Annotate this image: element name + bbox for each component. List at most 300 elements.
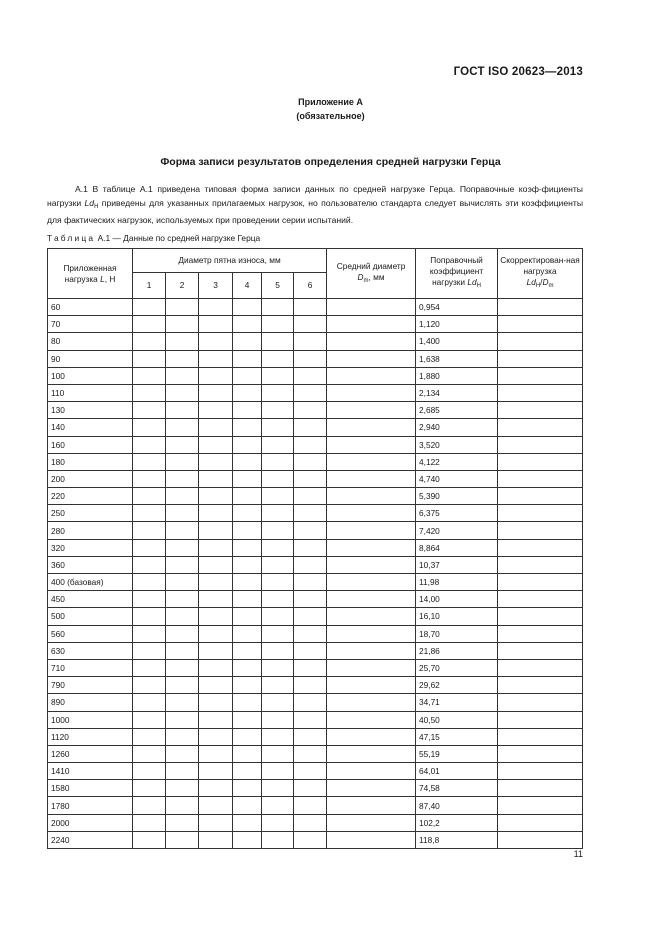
- header-applied-load: Приложенная нагрузка L, Н: [48, 249, 133, 299]
- cell-load: 500: [48, 608, 133, 625]
- cell-empty: [199, 453, 233, 470]
- cell-empty: [199, 728, 233, 745]
- cell-empty: [133, 625, 166, 642]
- cell-empty: [262, 556, 294, 573]
- cell-load: 90: [48, 350, 133, 367]
- cell-empty: [498, 522, 583, 539]
- cell-empty: [327, 625, 416, 642]
- cell-empty: [294, 694, 327, 711]
- cell-empty: [133, 608, 166, 625]
- cell-empty: [327, 539, 416, 556]
- cell-empty: [233, 711, 262, 728]
- cell-empty: [233, 419, 262, 436]
- cell-empty: [327, 814, 416, 831]
- cell-empty: [498, 367, 583, 384]
- cell-empty: [199, 780, 233, 797]
- cell-empty: [166, 384, 199, 401]
- cell-empty: [199, 574, 233, 591]
- cell-load: 710: [48, 659, 133, 676]
- cell-empty: [327, 316, 416, 333]
- table-row: [48, 436, 583, 453]
- appendix-title: Приложение А: [298, 97, 363, 107]
- cell-empty: [262, 711, 294, 728]
- table-row: [48, 831, 583, 848]
- appendix-status: (обязательное): [296, 111, 365, 121]
- table-row: [48, 299, 583, 316]
- cell-empty: [262, 367, 294, 384]
- cell-load: 1120: [48, 728, 133, 745]
- cell-empty: [294, 659, 327, 676]
- cell-empty: [233, 591, 262, 608]
- cell-empty: [199, 316, 233, 333]
- cell-empty: [498, 470, 583, 487]
- cell-empty: [233, 299, 262, 316]
- cell-empty: [294, 728, 327, 745]
- cell-coefficient: 40,50: [416, 711, 498, 728]
- cell-empty: [294, 522, 327, 539]
- cell-empty: [233, 402, 262, 419]
- cell-empty: [294, 419, 327, 436]
- cell-empty: [498, 299, 583, 316]
- cell-empty: [327, 745, 416, 762]
- table-row: [48, 711, 583, 728]
- cell-coefficient: 1,880: [416, 367, 498, 384]
- cell-empty: [199, 694, 233, 711]
- cell-coefficient: 64,01: [416, 763, 498, 780]
- cell-empty: [199, 608, 233, 625]
- cell-empty: [199, 591, 233, 608]
- cell-empty: [166, 711, 199, 728]
- cell-empty: [166, 556, 199, 573]
- table-row: [48, 402, 583, 419]
- appendix-block: [0, 95, 661, 123]
- cell-empty: [294, 797, 327, 814]
- cell-empty: [233, 831, 262, 848]
- cell-coefficient: 2,134: [416, 384, 498, 401]
- cell-empty: [262, 745, 294, 762]
- cell-empty: [199, 505, 233, 522]
- header-wear-col: 1: [133, 273, 166, 299]
- cell-coefficient: 55,19: [416, 745, 498, 762]
- cell-empty: [327, 333, 416, 350]
- cell-empty: [133, 694, 166, 711]
- cell-empty: [498, 556, 583, 573]
- table-row: [48, 522, 583, 539]
- cell-empty: [133, 574, 166, 591]
- hertz-load-table: [47, 248, 583, 849]
- cell-load: 790: [48, 677, 133, 694]
- cell-coefficient: 21,86: [416, 642, 498, 659]
- cell-empty: [199, 797, 233, 814]
- table-row: [48, 591, 583, 608]
- cell-empty: [166, 728, 199, 745]
- cell-empty: [199, 299, 233, 316]
- cell-empty: [133, 780, 166, 797]
- table-row: [48, 488, 583, 505]
- cell-empty: [327, 608, 416, 625]
- cell-empty: [327, 728, 416, 745]
- cell-empty: [199, 677, 233, 694]
- standard-number: ГОСТ ISO 20623—2013: [453, 66, 583, 78]
- cell-empty: [233, 763, 262, 780]
- cell-empty: [199, 625, 233, 642]
- cell-empty: [166, 642, 199, 659]
- cell-coefficient: 4,122: [416, 453, 498, 470]
- cell-empty: [294, 436, 327, 453]
- table-row: [48, 694, 583, 711]
- header-wear-col: 5: [262, 273, 294, 299]
- cell-empty: [294, 711, 327, 728]
- cell-empty: [166, 505, 199, 522]
- cell-coefficient: 6,375: [416, 505, 498, 522]
- cell-empty: [498, 402, 583, 419]
- cell-empty: [262, 402, 294, 419]
- cell-empty: [133, 556, 166, 573]
- table-row: [48, 574, 583, 591]
- cell-empty: [133, 419, 166, 436]
- cell-empty: [294, 642, 327, 659]
- cell-coefficient: 14,00: [416, 591, 498, 608]
- cell-empty: [133, 436, 166, 453]
- header-wear-col: 2: [166, 273, 199, 299]
- cell-empty: [233, 384, 262, 401]
- cell-load: 630: [48, 642, 133, 659]
- cell-empty: [133, 711, 166, 728]
- cell-empty: [133, 384, 166, 401]
- cell-coefficient: 18,70: [416, 625, 498, 642]
- cell-empty: [262, 831, 294, 848]
- header-correction-coef: Поправочный коэффициент нагрузки $Ld_H$: [416, 249, 498, 299]
- cell-empty: [498, 505, 583, 522]
- cell-empty: [199, 814, 233, 831]
- cell-empty: [262, 659, 294, 676]
- cell-empty: [233, 556, 262, 573]
- cell-coefficient: 10,37: [416, 556, 498, 573]
- cell-empty: [262, 591, 294, 608]
- cell-empty: [133, 402, 166, 419]
- table-row: [48, 728, 583, 745]
- cell-load: 1780: [48, 797, 133, 814]
- cell-empty: [294, 677, 327, 694]
- cell-load: 560: [48, 625, 133, 642]
- cell-empty: [199, 539, 233, 556]
- table-row: [48, 539, 583, 556]
- cell-empty: [166, 453, 199, 470]
- cell-empty: [233, 505, 262, 522]
- cell-empty: [133, 488, 166, 505]
- header-mean-diameter: Средний диаметр $D_m$, мм: [327, 249, 416, 299]
- cell-empty: [133, 814, 166, 831]
- header-wear-col: 4: [233, 273, 262, 299]
- cell-empty: [166, 797, 199, 814]
- cell-empty: [233, 659, 262, 676]
- cell-load: 220: [48, 488, 133, 505]
- cell-empty: [294, 745, 327, 762]
- table-row: [48, 333, 583, 350]
- cell-empty: [233, 470, 262, 487]
- cell-empty: [498, 831, 583, 848]
- cell-empty: [166, 659, 199, 676]
- cell-empty: [133, 470, 166, 487]
- table-row: [48, 659, 583, 676]
- cell-empty: [327, 488, 416, 505]
- cell-coefficient: 7,420: [416, 522, 498, 539]
- cell-empty: [133, 677, 166, 694]
- cell-empty: [294, 470, 327, 487]
- cell-empty: [133, 522, 166, 539]
- cell-empty: [262, 642, 294, 659]
- cell-coefficient: 87,40: [416, 797, 498, 814]
- cell-empty: [294, 556, 327, 573]
- cell-empty: [294, 350, 327, 367]
- cell-load: 110: [48, 384, 133, 401]
- cell-empty: [327, 780, 416, 797]
- cell-load: 1000: [48, 711, 133, 728]
- table-row: [48, 453, 583, 470]
- cell-empty: [166, 574, 199, 591]
- cell-empty: [262, 350, 294, 367]
- cell-empty: [294, 299, 327, 316]
- cell-empty: [327, 694, 416, 711]
- cell-empty: [166, 694, 199, 711]
- cell-empty: [327, 384, 416, 401]
- cell-empty: [233, 608, 262, 625]
- cell-empty: [199, 470, 233, 487]
- cell-empty: [133, 367, 166, 384]
- table-row: [48, 814, 583, 831]
- cell-coefficient: 34,71: [416, 694, 498, 711]
- cell-empty: [166, 539, 199, 556]
- cell-empty: [166, 316, 199, 333]
- cell-empty: [233, 745, 262, 762]
- cell-empty: [262, 574, 294, 591]
- cell-empty: [327, 419, 416, 436]
- header-wear-diameter: Диаметр пятна износа, мм: [133, 249, 327, 273]
- cell-empty: [133, 797, 166, 814]
- cell-empty: [498, 591, 583, 608]
- cell-empty: [199, 711, 233, 728]
- cell-empty: [262, 436, 294, 453]
- cell-empty: [166, 488, 199, 505]
- cell-empty: [327, 711, 416, 728]
- cell-empty: [498, 659, 583, 676]
- cell-empty: [233, 625, 262, 642]
- cell-coefficient: 5,390: [416, 488, 498, 505]
- cell-empty: [199, 763, 233, 780]
- cell-load: 200: [48, 470, 133, 487]
- cell-empty: [262, 333, 294, 350]
- cell-empty: [166, 299, 199, 316]
- cell-coefficient: 11,98: [416, 574, 498, 591]
- cell-empty: [199, 333, 233, 350]
- paragraph-ld-sub: H: [94, 203, 99, 210]
- cell-coefficient: 0,954: [416, 299, 498, 316]
- cell-empty: [498, 677, 583, 694]
- table-row: [48, 608, 583, 625]
- cell-empty: [166, 591, 199, 608]
- cell-empty: [166, 814, 199, 831]
- section-heading: Форма записи результатов определения средней нагрузки Герца: [160, 156, 501, 168]
- cell-empty: [233, 694, 262, 711]
- cell-empty: [233, 780, 262, 797]
- cell-empty: [262, 608, 294, 625]
- paragraph-tail: приведены для указанных прилагаемых нагрузок, но пользователю стандарта следует вычислять эти коэффициенты для фактических нагрузок, используемых при проведении серии испытаний.: [47, 197, 583, 226]
- cell-coefficient: 74,58: [416, 780, 498, 797]
- cell-empty: [294, 316, 327, 333]
- cell-coefficient: 47,15: [416, 728, 498, 745]
- table-row: [48, 625, 583, 642]
- cell-empty: [327, 642, 416, 659]
- cell-coefficient: 3,520: [416, 436, 498, 453]
- cell-empty: [498, 694, 583, 711]
- cell-empty: [498, 797, 583, 814]
- cell-empty: [294, 453, 327, 470]
- table-row: [48, 780, 583, 797]
- cell-empty: [133, 763, 166, 780]
- cell-empty: [133, 316, 166, 333]
- cell-empty: [233, 642, 262, 659]
- cell-empty: [262, 505, 294, 522]
- table-row: [48, 505, 583, 522]
- cell-empty: [166, 419, 199, 436]
- cell-empty: [199, 522, 233, 539]
- cell-empty: [262, 694, 294, 711]
- cell-empty: [262, 625, 294, 642]
- cell-empty: [133, 333, 166, 350]
- table-row: [48, 745, 583, 762]
- cell-empty: [233, 522, 262, 539]
- cell-coefficient: 1,120: [416, 316, 498, 333]
- cell-coefficient: 29,62: [416, 677, 498, 694]
- cell-empty: [327, 367, 416, 384]
- cell-coefficient: 118,8: [416, 831, 498, 848]
- table-row: [48, 316, 583, 333]
- cell-empty: [294, 831, 327, 848]
- cell-empty: [199, 488, 233, 505]
- cell-empty: [199, 831, 233, 848]
- cell-empty: [294, 505, 327, 522]
- cell-empty: [498, 453, 583, 470]
- cell-empty: [166, 625, 199, 642]
- cell-coefficient: 2,685: [416, 402, 498, 419]
- cell-load: 180: [48, 453, 133, 470]
- cell-empty: [199, 556, 233, 573]
- cell-empty: [327, 591, 416, 608]
- cell-empty: [166, 677, 199, 694]
- caption-rest: А.1 — Данные по средней нагрузке Герца: [95, 233, 261, 243]
- cell-empty: [166, 763, 199, 780]
- cell-load: 2000: [48, 814, 133, 831]
- cell-empty: [498, 539, 583, 556]
- cell-empty: [199, 402, 233, 419]
- cell-empty: [327, 831, 416, 848]
- cell-empty: [262, 488, 294, 505]
- cell-empty: [498, 333, 583, 350]
- cell-empty: [233, 539, 262, 556]
- cell-empty: [199, 745, 233, 762]
- page-number: 11: [573, 849, 583, 859]
- cell-empty: [327, 574, 416, 591]
- cell-empty: [262, 814, 294, 831]
- cell-empty: [327, 350, 416, 367]
- cell-empty: [133, 659, 166, 676]
- table-row: [48, 367, 583, 384]
- header-wear-col: 3: [199, 273, 233, 299]
- cell-empty: [327, 436, 416, 453]
- cell-empty: [498, 488, 583, 505]
- cell-load: 400 (базовая): [48, 574, 133, 591]
- cell-empty: [498, 625, 583, 642]
- cell-load: 360: [48, 556, 133, 573]
- cell-empty: [327, 299, 416, 316]
- cell-coefficient: 16,10: [416, 608, 498, 625]
- cell-load: 140: [48, 419, 133, 436]
- cell-coefficient: 102,2: [416, 814, 498, 831]
- cell-empty: [133, 453, 166, 470]
- table-row: [48, 350, 583, 367]
- cell-load: 450: [48, 591, 133, 608]
- cell-load: 100: [48, 367, 133, 384]
- cell-load: 1580: [48, 780, 133, 797]
- cell-empty: [262, 539, 294, 556]
- cell-empty: [133, 299, 166, 316]
- caption-prefix: Таблица: [47, 233, 96, 243]
- cell-empty: [199, 659, 233, 676]
- cell-empty: [294, 367, 327, 384]
- cell-empty: [199, 384, 233, 401]
- cell-empty: [199, 367, 233, 384]
- cell-empty: [133, 728, 166, 745]
- cell-coefficient: 1,400: [416, 333, 498, 350]
- cell-empty: [327, 797, 416, 814]
- cell-empty: [233, 797, 262, 814]
- cell-empty: [199, 436, 233, 453]
- cell-load: 160: [48, 436, 133, 453]
- table-row: [48, 797, 583, 814]
- cell-empty: [199, 350, 233, 367]
- cell-empty: [133, 539, 166, 556]
- cell-coefficient: 4,740: [416, 470, 498, 487]
- cell-empty: [233, 333, 262, 350]
- table-caption: [47, 233, 260, 243]
- cell-empty: [262, 728, 294, 745]
- cell-empty: [166, 470, 199, 487]
- table-row: [48, 419, 583, 436]
- cell-empty: [498, 608, 583, 625]
- cell-empty: [327, 505, 416, 522]
- cell-empty: [294, 591, 327, 608]
- cell-empty: [294, 780, 327, 797]
- cell-empty: [327, 470, 416, 487]
- cell-empty: [133, 591, 166, 608]
- cell-empty: [233, 316, 262, 333]
- cell-empty: [133, 350, 166, 367]
- cell-load: 2240: [48, 831, 133, 848]
- cell-empty: [166, 350, 199, 367]
- cell-load: 1410: [48, 763, 133, 780]
- cell-empty: [166, 608, 199, 625]
- table-row: [48, 763, 583, 780]
- cell-empty: [262, 522, 294, 539]
- cell-empty: [166, 436, 199, 453]
- cell-empty: [498, 350, 583, 367]
- cell-empty: [199, 419, 233, 436]
- cell-empty: [498, 728, 583, 745]
- header-wear-col: 6: [294, 273, 327, 299]
- cell-empty: [294, 574, 327, 591]
- table-row: [48, 384, 583, 401]
- cell-empty: [498, 419, 583, 436]
